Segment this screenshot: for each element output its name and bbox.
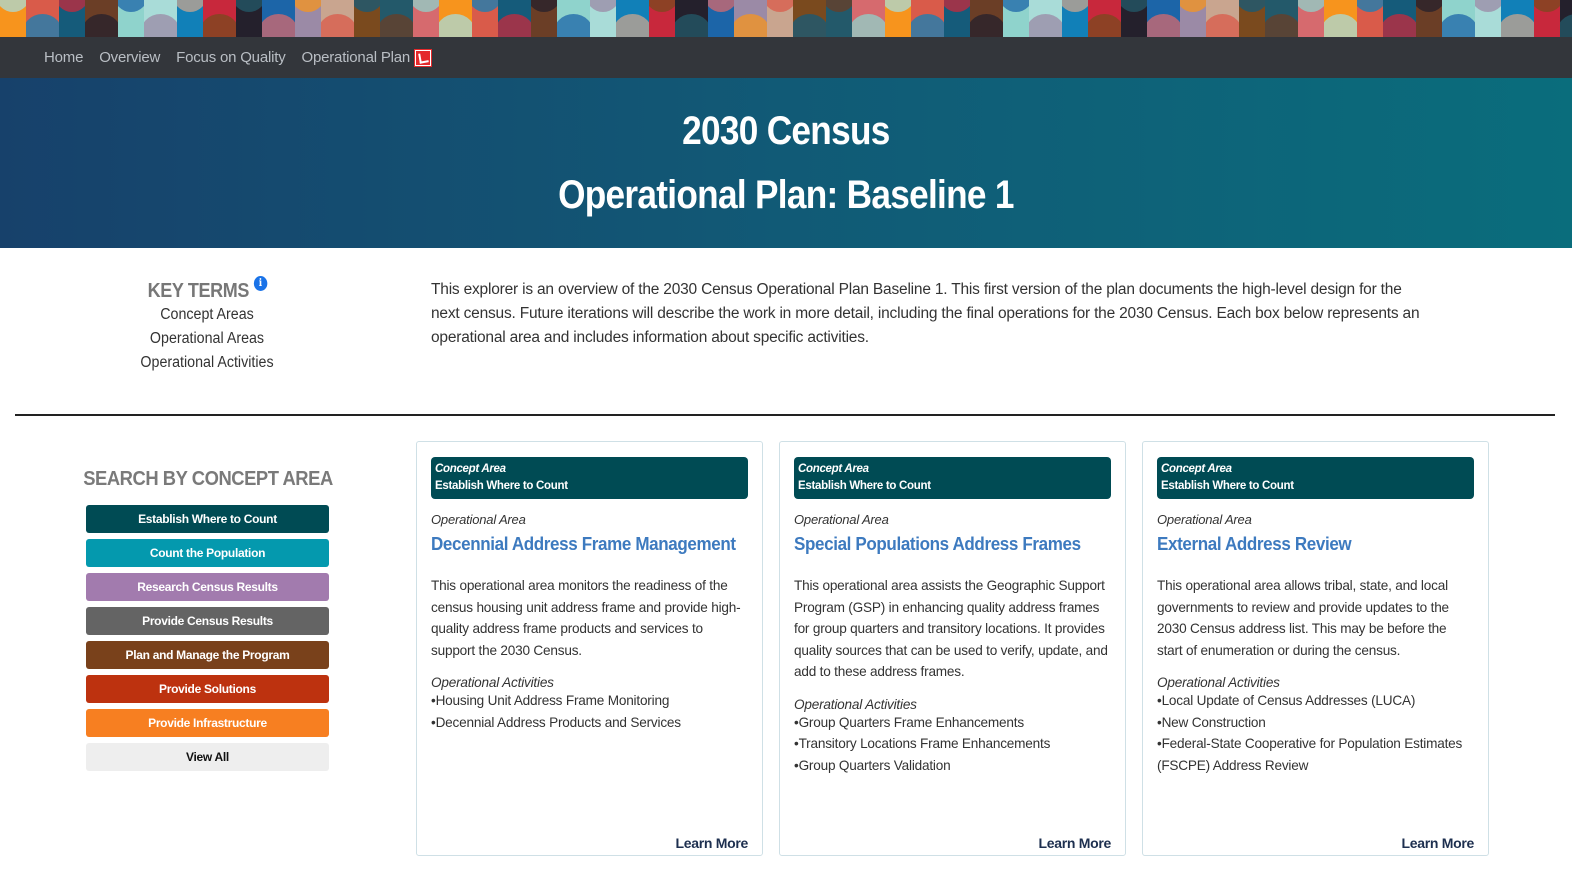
operational-area-title: External Address Review: [1157, 533, 1352, 554]
banner-tile: [85, 0, 118, 37]
hero-title-line1: 2030 Census: [682, 109, 890, 153]
key-term-operational-activities[interactable]: Operational Activities: [140, 354, 274, 371]
concept-area-badge: [1157, 457, 1474, 499]
banner-tile: [295, 0, 321, 37]
banner-tile: [118, 0, 144, 37]
nav-operational-plan[interactable]: [302, 49, 432, 66]
concept-area-badge: [431, 457, 748, 499]
banner-tile: [472, 0, 498, 37]
banner-tile: [354, 0, 380, 37]
filter-establish-where-to-count[interactable]: Establish Where to Count: [86, 505, 329, 533]
concept-area-filter: [0, 441, 416, 856]
banner-tile: [1324, 0, 1357, 37]
nav-operational-plan-label: Operational Plan: [301, 49, 411, 66]
banner-tile: [321, 0, 354, 37]
concept-area-value: Establish Where to Count: [1161, 480, 1294, 492]
operational-area-label: Operational Area: [1157, 512, 1252, 527]
concept-area-badge: [794, 457, 1111, 499]
banner-tile: [203, 0, 236, 37]
banner-tile: [852, 0, 885, 37]
activity-item: • Decennial Address Products and Services: [431, 712, 748, 734]
activity-item: • Federal-State Cooperative for Population Estimates (FSCPE) Address Review: [1157, 733, 1474, 776]
key-terms: [0, 278, 414, 414]
banner-tile: [885, 0, 911, 37]
filter-title: SEARCH BY CONCEPT AREA: [83, 468, 333, 490]
banner-tile: [1180, 0, 1206, 37]
banner-tile: [1560, 0, 1572, 37]
banner-tile: [1206, 0, 1239, 37]
banner-tile: [1383, 0, 1416, 37]
banner-tile: [708, 0, 734, 37]
filter-research-census-results[interactable]: Research Census Results: [86, 573, 329, 601]
operational-activities-label: Operational Activities: [1157, 675, 1280, 690]
operational-area-description: This operational area assists the Geographic Support Program (GSP) in enhancing quality address frames for group quarters and transitory locations. It provides quality sources that can be used to verify, update, and add to these address frames.: [794, 578, 1108, 679]
concept-area-label: Concept Area: [435, 463, 506, 475]
operational-area-card: [1142, 441, 1489, 856]
operational-activities-list: [1157, 690, 1474, 776]
operational-area-description: This operational area monitors the readiness of the census housing unit address frame and provide high-quality address frame products and services to support the 2030 Census.: [431, 578, 741, 658]
activity-item: • New Construction: [1157, 712, 1474, 734]
banner-tile: [262, 0, 295, 37]
banner-tile: [1265, 0, 1298, 37]
banner-tile: [944, 0, 970, 37]
concept-area-value: Establish Where to Count: [435, 480, 568, 492]
operational-area-label: Operational Area: [794, 512, 889, 527]
banner-tile: [675, 0, 708, 37]
banner-tile: [1029, 0, 1062, 37]
learn-more-link[interactable]: Learn More: [1038, 835, 1111, 851]
operational-area-title: Decennial Address Frame Management: [431, 533, 736, 554]
activity-item: • Transitory Locations Frame Enhancements: [794, 733, 1111, 755]
filter-view-all[interactable]: View All: [86, 743, 329, 771]
banner-tile: [177, 0, 203, 37]
main-section: [0, 416, 1572, 856]
banner-tile: [1501, 0, 1534, 37]
banner-tile: [1062, 0, 1088, 37]
banner-tile: [0, 0, 26, 37]
banner-tile: [1475, 0, 1501, 37]
operational-area-cards: [416, 441, 1489, 856]
operational-activities-label: Operational Activities: [431, 675, 554, 690]
operational-activities-list: [431, 690, 748, 733]
banner-tile: [826, 0, 852, 37]
operational-activities-list: [794, 712, 1111, 777]
hero-header: [0, 78, 1572, 248]
banner-tile: [1534, 0, 1560, 37]
concept-area-label: Concept Area: [798, 463, 869, 475]
banner-tile: [1147, 0, 1180, 37]
key-terms-title: [147, 280, 266, 303]
banner-tile: [498, 0, 531, 37]
nav-focus-on-quality[interactable]: Focus on Quality: [176, 49, 286, 66]
decorative-banner: [0, 0, 1572, 37]
banner-tile: [734, 0, 767, 37]
key-terms-heading: KEY TERMS: [147, 280, 249, 302]
operational-area-card: [416, 441, 763, 856]
banner-tile: [767, 0, 793, 37]
nav-overview[interactable]: Overview: [99, 49, 161, 66]
operational-area-label: Operational Area: [431, 512, 526, 527]
filter-count-the-population[interactable]: Count the Population: [86, 539, 329, 567]
banner-tile: [26, 0, 59, 37]
banner-tile: [616, 0, 649, 37]
banner-tile: [557, 0, 590, 37]
banner-tile: [970, 0, 1003, 37]
operational-activities-label: Operational Activities: [794, 696, 917, 712]
concept-area-value: Establish Where to Count: [798, 480, 931, 492]
learn-more-link[interactable]: Learn More: [675, 835, 748, 851]
activity-item: • Group Quarters Validation: [794, 755, 1111, 777]
banner-tile: [380, 0, 413, 37]
concept-area-label: Concept Area: [1161, 463, 1232, 475]
banner-tile: [1357, 0, 1383, 37]
banner-tile: [531, 0, 557, 37]
banner-tile: [911, 0, 944, 37]
hero-title-line2: Operational Plan: Baseline 1: [558, 173, 1014, 217]
info-icon[interactable]: i: [253, 276, 267, 291]
operational-area-description: This operational area allows tribal, state, and local governments to review and provide updates to the 2030 Census address list. This may be before the start of enumeration or during the census.: [1157, 578, 1449, 658]
banner-tile: [59, 0, 85, 37]
banner-tile: [439, 0, 472, 37]
activity-item: • Housing Unit Address Frame Monitoring: [431, 690, 748, 712]
banner-tile: [1003, 0, 1029, 37]
banner-tile: [1442, 0, 1475, 37]
nav-home[interactable]: Home: [44, 49, 84, 66]
banner-tile: [413, 0, 439, 37]
operational-area-title: Special Populations Address Frames: [794, 533, 1081, 554]
banner-tile: [144, 0, 177, 37]
intro-section: [0, 248, 1572, 414]
banner-tile: [1088, 0, 1121, 37]
top-nav: [0, 37, 1572, 78]
key-term-concept-areas[interactable]: Concept Areas: [160, 306, 254, 323]
activity-item: • Local Update of Census Addresses (LUCA): [1157, 690, 1474, 712]
pdf-icon: [415, 50, 431, 66]
filter-provide-infrastructure[interactable]: Provide Infrastructure: [86, 709, 329, 737]
learn-more-link[interactable]: Learn More: [1401, 835, 1474, 851]
banner-tile: [236, 0, 262, 37]
banner-tile: [590, 0, 616, 37]
banner-tile: [1121, 0, 1147, 37]
filter-provide-solutions[interactable]: Provide Solutions: [86, 675, 329, 703]
banner-tile: [793, 0, 826, 37]
activity-item: • Group Quarters Frame Enhancements: [794, 712, 1111, 734]
filter-plan-and-manage-the-program[interactable]: Plan and Manage the Program: [86, 641, 329, 669]
banner-tile: [1298, 0, 1324, 37]
filter-provide-census-results[interactable]: Provide Census Results: [86, 607, 329, 635]
key-term-operational-areas[interactable]: Operational Areas: [149, 330, 265, 347]
banner-tile: [649, 0, 675, 37]
banner-tile: [1416, 0, 1442, 37]
intro-text: This explorer is an overview of the 2030 Census Operational Plan Baseline 1. This first version of the plan documents the high-level design for the next census. Future iterations will describe the work in more detail, including the final operations for the 2030 Census. Each box below represents an operational area and includes information about specific activities.: [431, 281, 1420, 346]
banner-tile: [1239, 0, 1265, 37]
operational-area-card: [779, 441, 1126, 856]
